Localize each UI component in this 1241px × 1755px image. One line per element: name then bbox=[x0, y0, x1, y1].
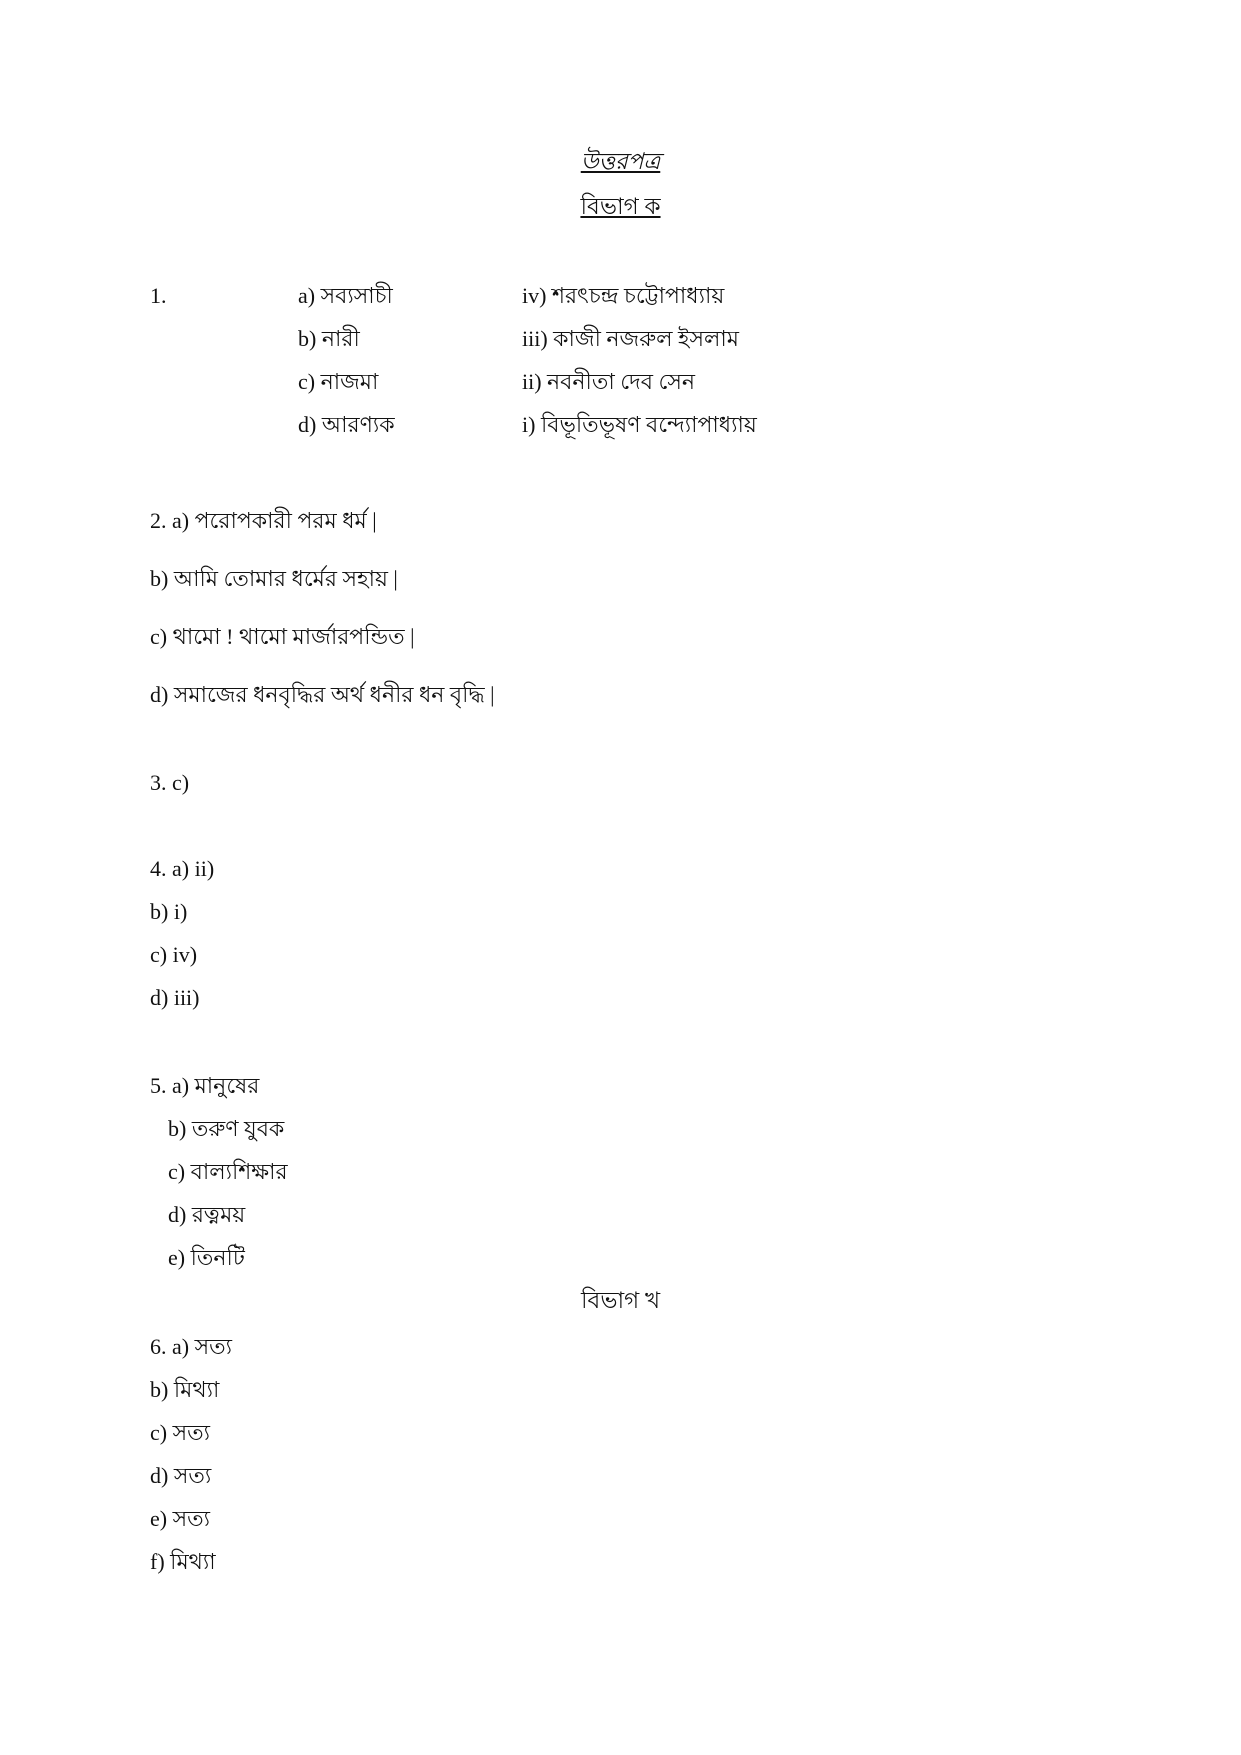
q4-answer-c: c) iv) bbox=[150, 942, 198, 967]
q6-answer-b: b) মিথ্যা bbox=[150, 1377, 220, 1402]
page-title: উত্তরপত্র bbox=[580, 149, 661, 174]
q1-left-a: a) সব্যসাচী bbox=[298, 283, 393, 308]
q1-left-d: d) আরণ্যক bbox=[298, 412, 395, 437]
q6-answer-e: e) সত্য bbox=[150, 1506, 211, 1531]
q1-right-c: ii) নবনীতা দেব সেন bbox=[522, 369, 696, 394]
q4-answer-d: d) iii) bbox=[150, 985, 200, 1010]
q1-right-d: i) বিভূতিভূষণ বন্দ্যোপাধ্যায় bbox=[522, 412, 757, 437]
q2-answer-d: d) সমাজের ধনবৃদ্ধির অর্থ ধনীর ধন বৃদ্ধি | bbox=[150, 682, 495, 707]
q2-answer-a: 2. a) পরোপকারী পরম ধর্ম | bbox=[150, 508, 377, 533]
q5-answer-e: e) তিনটি bbox=[168, 1245, 245, 1270]
q1-number: 1. bbox=[150, 283, 167, 308]
q5-answer-a: 5. a) মানুষের bbox=[150, 1073, 260, 1098]
q6-answer-a: 6. a) সত্য bbox=[150, 1334, 233, 1359]
q2-answer-b: b) আমি তোমার ধর্মের সহায় | bbox=[150, 566, 398, 591]
q1-left-c: c) নাজমা bbox=[298, 369, 379, 394]
q5-answer-b: b) তরুণ যুবক bbox=[168, 1116, 285, 1141]
q2-answer-c: c) থামো ! থামো মার্জারপন্ডিত | bbox=[150, 624, 415, 649]
q1-right-b: iii) কাজী নজরুল ইসলাম bbox=[522, 326, 739, 351]
q1-left-b: b) নারী bbox=[298, 326, 360, 351]
section-heading-b: বিভাগ খ bbox=[580, 1288, 661, 1313]
q6-answer-c: c) সত্য bbox=[150, 1420, 211, 1445]
section-heading-a: বিভাগ ক bbox=[580, 194, 661, 219]
q5-answer-d: d) রত্নময় bbox=[168, 1202, 246, 1227]
q1-right-a: iv) শরৎচন্দ্র চট্টোপাধ্যায় bbox=[522, 283, 725, 308]
q6-answer-d: d) সত্য bbox=[150, 1463, 212, 1488]
q4-answer-b: b) i) bbox=[150, 899, 188, 924]
q5-answer-c: c) বাল্যশিক্ষার bbox=[168, 1159, 288, 1184]
q4-answer-a: 4. a) ii) bbox=[150, 856, 215, 881]
q6-answer-f: f) মিথ্যা bbox=[150, 1549, 216, 1574]
q3-answer: 3. c) bbox=[150, 770, 190, 795]
